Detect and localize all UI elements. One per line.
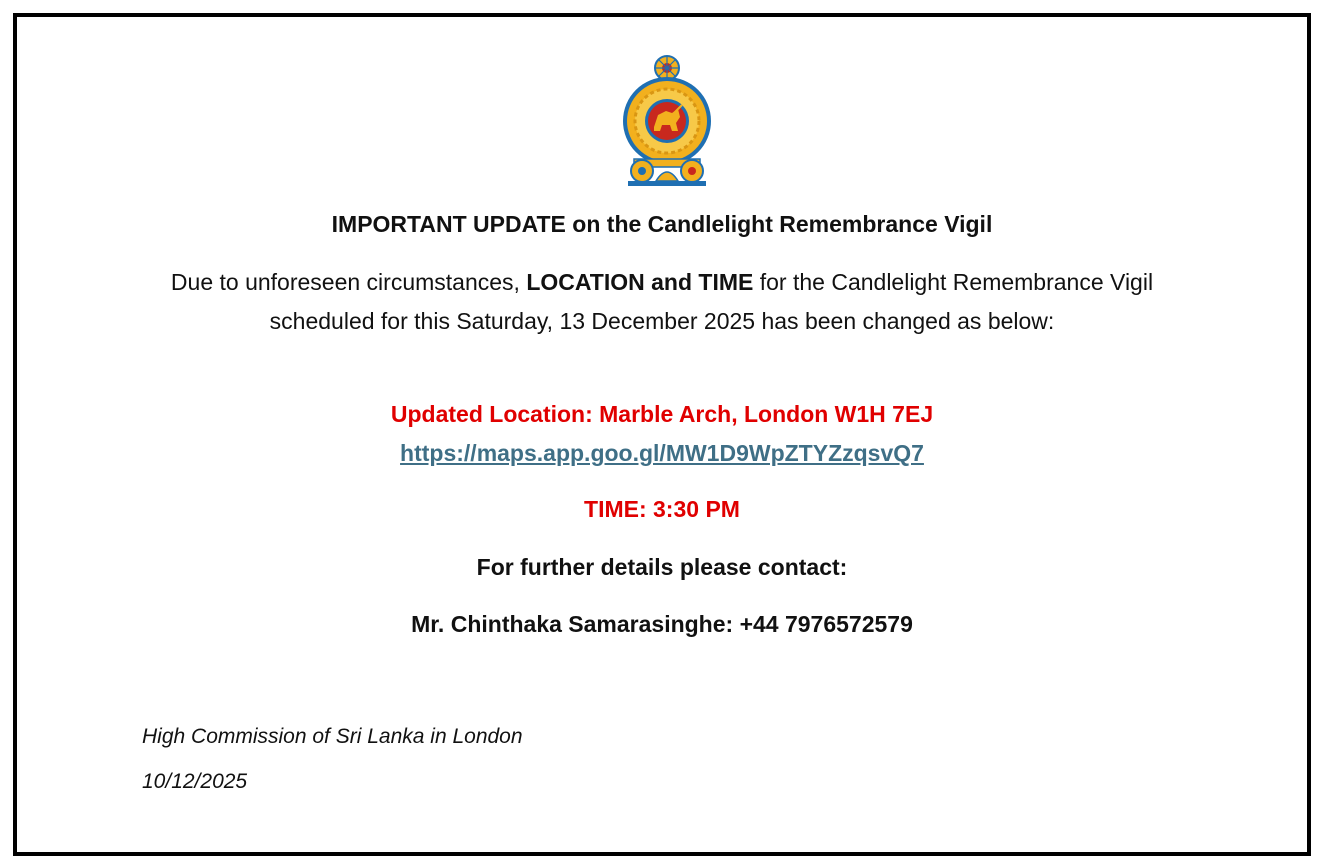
body-intro: Due to unforeseen circumstances, xyxy=(170,269,527,295)
signature-date: 10/12/2025 xyxy=(142,770,248,793)
updated-location: Updated Location: Marble Arch, London W1H 7EJ xyxy=(390,401,934,427)
map-link[interactable]: https://maps.app.goo.gl/MW1D9WpZTYZzqsvQ7 xyxy=(400,440,924,466)
sri-lanka-emblem-icon xyxy=(620,53,714,187)
body-highlight: LOCATION and TIME xyxy=(526,269,754,295)
notice-body xyxy=(137,263,1187,341)
event-time: TIME: 3:30 PM xyxy=(584,496,740,522)
contact-label: For further details please contact: xyxy=(476,554,848,580)
notice-title: IMPORTANT UPDATE on the Candlelight Remembrance Vigil xyxy=(331,211,993,237)
contact-person: Mr. Chinthaka Samarasinghe: +44 7976572579 xyxy=(411,611,913,637)
notice-frame xyxy=(13,13,1311,856)
map-link-line xyxy=(17,440,1307,467)
body-rest: for the Candlelight Remembrance Vigil scheduled for this Saturday, 13 December 2025 has been changed as below: xyxy=(269,269,1154,334)
signature-organization: High Commission of Sri Lanka in London xyxy=(142,725,523,748)
